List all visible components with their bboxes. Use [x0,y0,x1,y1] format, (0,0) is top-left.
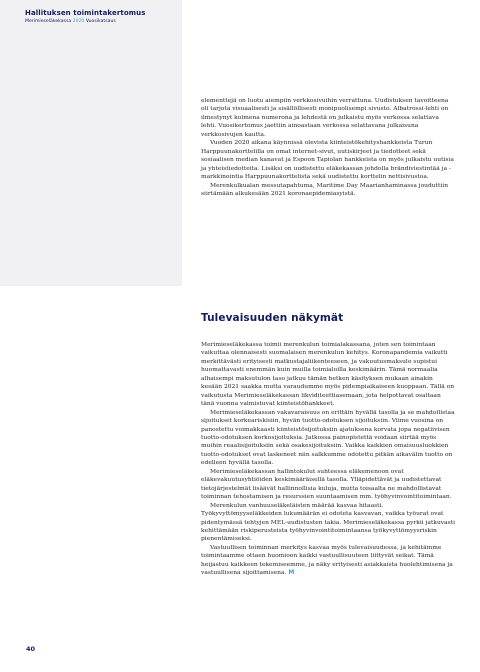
paragraph: elementtejä on luotu aiempiin verkkosivuihin verrattuna. Uudistuksen tavoitteena oli tarjota visuaalisesti ja sisällöllisesti monipuolisempi sivusto. Albatrossi-lehti on ilmestynyt kolmena numerona ja lehdestä on julkaistu myös verkossa selattava lehti. Vuosikertomus jaettiin ainoastaan verkossa selattavana julkaisuna verkkosivujen kautta. [201,97,449,138]
paragraph-text: Vastuullisen toiminnan merkitys kasvaa myös tulevaisuudessa, ja kehitämme toimintaamme ottaen huomioon kaikki vastuullisuuteen liittyvät seikat. Tämä heijastuu kaikkeen tekemiseemme, ja näky erityisesti asiakkaista huolehtimisena ja vastuullisena sijoittamisena. [201,543,453,577]
end-mark-icon: M [288,569,295,577]
paragraph: Merenkulun vanhuuseläkeläisten määrää kasvaa hitaasti. Työkyvyttömyyseläkkeiden lukumäärän ei odoteta kasvavan, vaikka työurat ovat pidentymässä tehtyjen MEL-uudistusten takia. Merimieseläkekassa pyrkii jatkuvasti kehittämään riskiperusteista työhyvinvointitoimintaansa työkyvyttömyysriskin pienentämiseksi. [201,501,455,543]
page-number: 40 [26,645,36,653]
header-subtitle-kind: Vuosikatsaus [85,19,116,24]
paragraph: Vuoden 2020 aikana käynnissä olevista kiinteistökehityshankkeista Turun Harppuunakorttelilla on omat internet-sivut, uutiskirjeet ja tiedotteet sekä sosiaalisen median kanavat ja Espoon Tapiolan hankkeista on myös julkaistu uutisia ja yhteistiedotteita. Lisäksi on uudistettu eläkekassan johdolla brändiviestintää ja -markkinointia Harppuunakorttelista sekä uudistettu korttelin nettisivustoa. [201,139,454,181]
section-heading: Tulevaisuuden näkymät [201,312,344,324]
paragraph-last [201,544,455,578]
header-title: Hallituksen toimintakertomus [25,9,146,17]
running-header [25,9,145,25]
body-text-top [201,97,455,198]
body-text-section [201,341,455,578]
paragraph: Merenkulkualan messutapahtuma, Maritime Day Maarianhaminassa jouduttiin siirtämään alkukesään 2021 koronaepidemiasyistä. [201,181,449,197]
header-subtitle-org: Merimieseläkekassa [25,19,72,24]
header-subtitle [25,18,145,25]
header-subtitle-year: 2020 [72,19,85,24]
sidebar-panel [0,0,182,286]
paragraph: Merimieseläkekassan vakavaraisuus on erittäin hyvällä tasolla ja se mahdollistaa sijoitukset korkeariskisiin, hyvän tuotto-odotuksen sijoituksiin. Viime vuosina on panostettu voimakkaasti kiinteistösijoituksiin ajatuksena korvata jopa negatiivisen tuotto-odotuksen korkosijoituksia. Jatkossa painopistettä voidaan siirtää myös muihin reaalisijoituksiin sekä osakesijoituksiin. Vaikka kaikkien omaisuusluokkien tuotto-odotukset ovat laskeneet niin salkkumme odotettu pitkän aikavälin tuotto on edelleen hyvällä tasolla. [201,408,455,467]
paragraph: Merimieseläkekassa toimii merenkulun toimialakassana, joten sen toimintaan vaikuttaa olennaisesti suomalaisen merenkulun kehitys. Koronapandemia vaikutti merkittävästi erityisesti matkustajaliikenteeseen, ja vakuutusmaksulo supistui huomattavasti enemmän kuin muilla toimialoilla keskimäärin. Tämä normaalia alhaisempi maksutulon taso jatkuu tämän hetken käsityksen mukaan ainakin kesään 2021 saakka mutta varaudumme myös pidempiaikaiseen kuoppaan. Tällä on vaikutusta Merimieseläkekassan likviditeettiasemaan, jota helpottavat osaltaan tänä vuonna valmistuvat kiinteistöhankkeet. [201,341,455,408]
paragraph: Merimieseläkekassan hallintokulut suhteessa eläkemenoon ovat eläkevakuutusyhtiöiden keskimääräisellä tasolla. Ylläpidettävät ja uudistettavat tietojärjestelmät lisäävät hallinnollisia kuluja, mutta toisaalta ne mahdollistavat toiminnan tehostamisen ja resurssien suuntaamisen mm. työhyvinvointitoimintaan. [201,467,452,501]
